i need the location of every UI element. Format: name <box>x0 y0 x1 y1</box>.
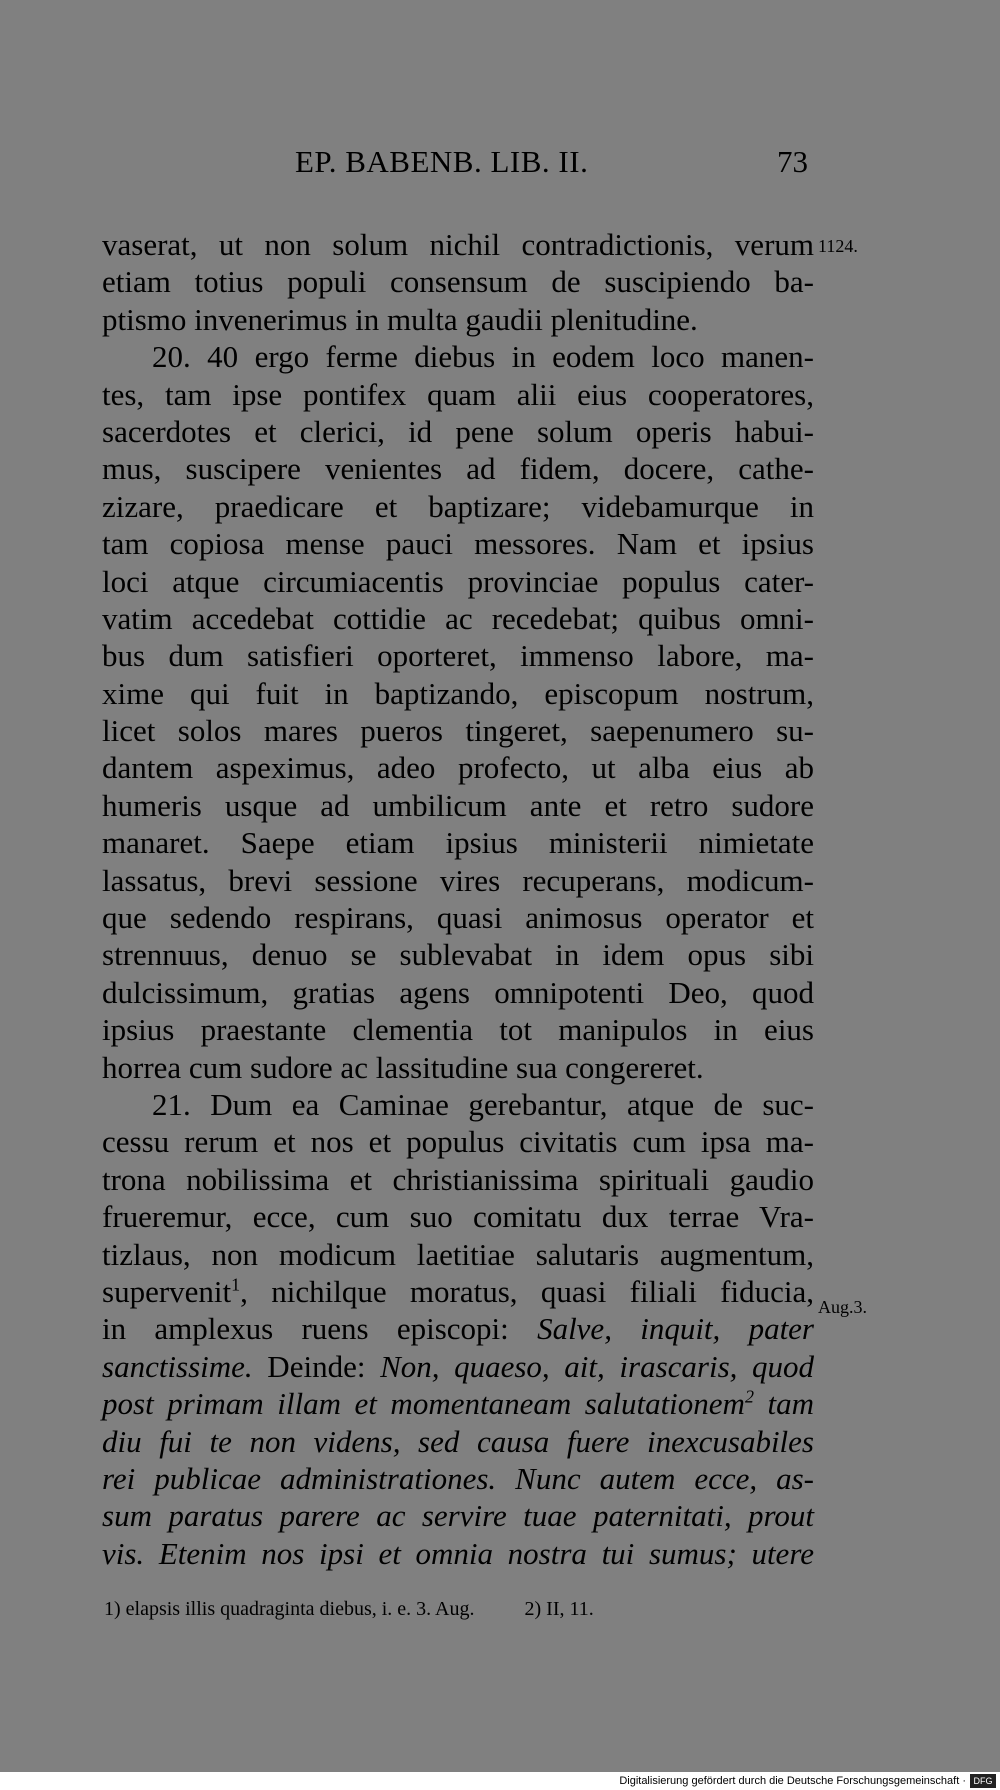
footer-bar <box>0 1772 1000 1790</box>
margin-note-year: 1124. <box>818 236 858 256</box>
text-line: sacerdotes et clerici, id pene solum operis habui- <box>102 413 814 449</box>
italic-fragment: Non, quaeso, ait, irascaris, quod <box>380 1348 814 1384</box>
dfg-logo: DFG <box>970 1774 996 1788</box>
text-line: 20. 40 ergo ferme diebus in eodem loco manen- <box>152 339 814 375</box>
text-line: dulcissimum, gratias agens omnipotenti Deo, quod <box>102 974 814 1010</box>
text-line: diu fui te non videns, sed causa fuere inexcusabiles <box>102 1423 814 1459</box>
text-fragment: post primam illam et momentaneam salutationem <box>102 1386 745 1422</box>
text-line: que sedendo respirans, quasi animosus operator et <box>102 900 814 936</box>
italic-fragment: sanctissime. <box>102 1348 253 1384</box>
italic-fragment: Salve, inquit, pater <box>537 1311 814 1347</box>
text-line: 21. Dum ea Caminae gerebantur, atque de suc- <box>152 1086 814 1122</box>
page-number: 73 <box>777 144 808 179</box>
text-line <box>102 1273 814 1310</box>
text-line: ipsius praestante clementia tot manipulos in eius <box>102 1012 814 1048</box>
footnote-2: 2) II, 11. <box>524 1598 594 1620</box>
text-fragment: in amplexus ruens episcopi: <box>102 1311 538 1347</box>
text-line: frueremur, ecce, cum suo comitatu dux terrae Vra- <box>102 1199 814 1235</box>
digitization-credit: Digitalisierung gefördert durch die Deutsche Forschungsgemeinschaft · <box>619 1775 966 1787</box>
text-line: vaserat, ut non solum nichil contradictionis, verum <box>102 227 814 262</box>
text-line: licet solos mares pueros tingeret, saepenumero su- <box>102 713 814 749</box>
text-line: tam copiosa mense pauci messores. Nam et ipsius <box>102 526 814 562</box>
text-line: tizlaus, non modicum laetitiae salutaris augmentum, <box>102 1236 814 1272</box>
body-text <box>102 226 814 1572</box>
text-line: xime qui fuit in baptizando, episcopum nostrum, <box>102 675 814 711</box>
text-line: trona nobilissima et christianissima spirituali gaudio <box>102 1161 814 1197</box>
text-line: lassatus, brevi sessione vires recuperans, modicum- <box>102 862 814 898</box>
text-line <box>102 1310 814 1347</box>
text-fragment: , nichilque moratus, quasi filiali fiducia, <box>240 1273 814 1309</box>
footnote-marker: 2 <box>744 1386 754 1407</box>
text-fragment: tam <box>753 1386 815 1422</box>
text-line <box>102 1385 814 1422</box>
text-line: vis. Etenim nos ipsi et omnia nostra tui sumus; utere <box>102 1535 814 1571</box>
text-line: humeris usque ad umbilicum ante et retro sudore <box>102 787 814 823</box>
text-line: ptismo invenerimus in multa gaudii plenitudine. <box>102 301 698 337</box>
text-line: zizare, praedicare et baptizare; videbamurque in <box>102 488 814 524</box>
text-line: bus dum satisfieri oporteret, immenso labore, ma- <box>102 638 814 674</box>
footnote-1: 1) elapsis illis quadraginta diebus, i. e. 3. Aug. <box>104 1598 475 1620</box>
text-fragment: supervenit <box>102 1273 232 1309</box>
text-line: cessu rerum et nos et populus civitatis cum ipsa ma- <box>102 1124 814 1160</box>
text-line: loci atque circumiacentis provinciae populus cater- <box>102 563 814 599</box>
footnote-marker: 1 <box>231 1274 241 1295</box>
text-line: strennuus, denuo se sublevabat in idem opus sibi <box>102 937 814 973</box>
text-line: tes, tam ipse pontifex quam alii eius cooperatores, <box>102 376 814 412</box>
text-line: mus, suscipere venientes ad fidem, docere, cathe- <box>102 451 814 487</box>
margin-note-date: Aug.3. <box>818 1297 867 1317</box>
text-line: vatim accedebat cottidie ac recedebat; quibus omni- <box>102 600 814 636</box>
text-line: horrea cum sudore ac lassitudine sua congereret. <box>102 1049 704 1085</box>
text-line: dantem aspeximus, adeo profecto, ut alba eius ab <box>102 750 814 786</box>
text-line: rei publicae administrationes. Nunc autem ecce, as- <box>102 1460 814 1496</box>
text-line <box>102 1348 814 1385</box>
text-line: sum paratus parere ac servire tuae paternitati, prout <box>102 1498 814 1534</box>
footnotes <box>104 1598 804 1621</box>
text-line: etiam totius populi consensum de suscipiendo ba- <box>102 264 814 300</box>
running-header <box>0 144 1000 184</box>
running-title: EP. BABENB. LIB. II. <box>295 144 589 179</box>
text-line: manaret. Saepe etiam ipsius ministerii nimietate <box>102 825 814 861</box>
text-fragment: Deinde: <box>252 1348 381 1384</box>
